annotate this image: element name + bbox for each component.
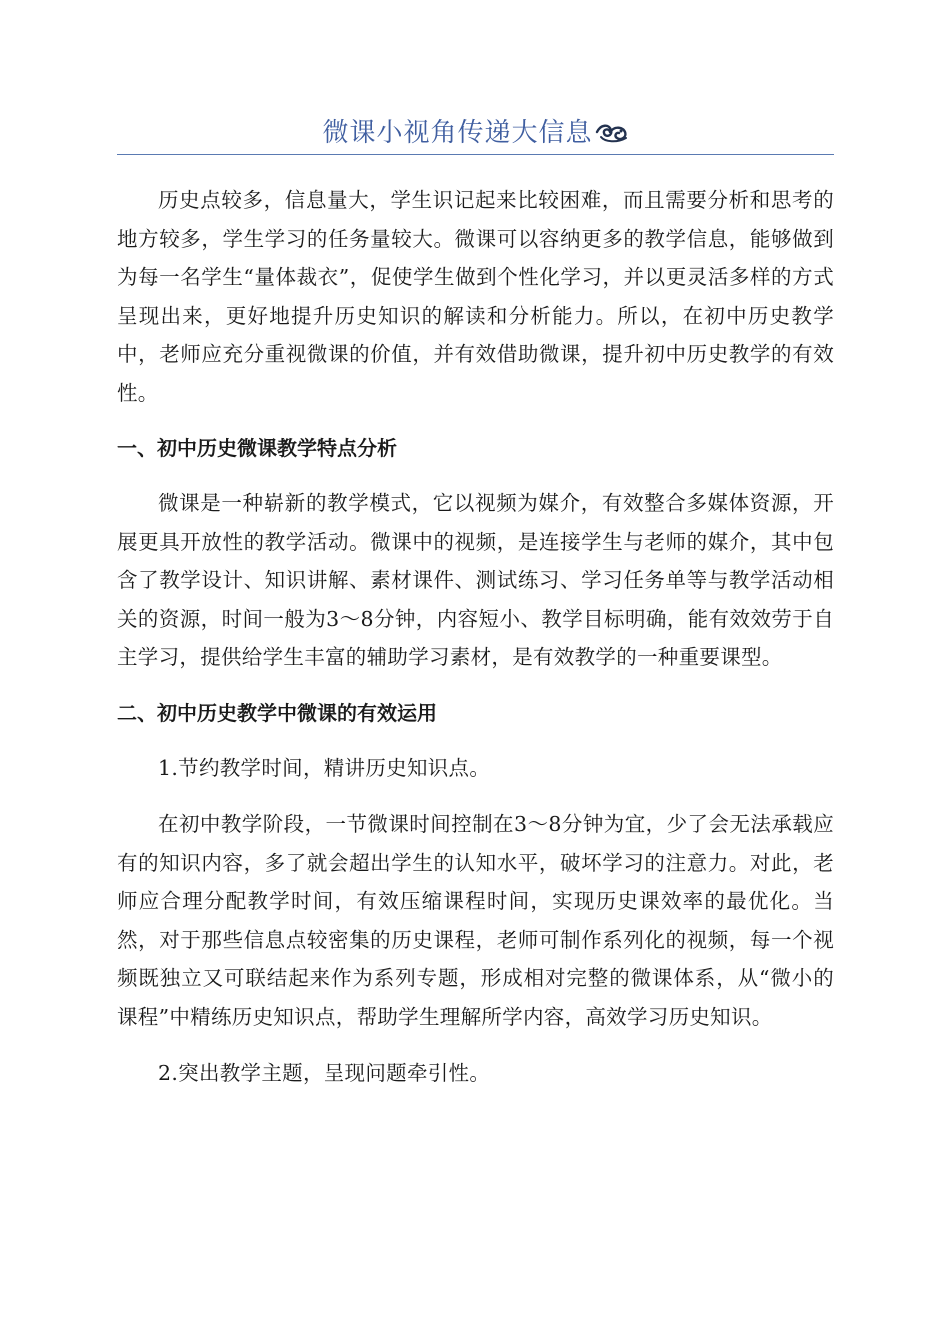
subsection-2-title: 2.突出教学主题，呈现问题牵引性。: [158, 1061, 491, 1085]
title-bar: [117, 112, 834, 155]
document-body: [117, 181, 834, 1093]
swirl-ornament-icon: [595, 122, 629, 144]
section-heading-1: 一、初中历史微课教学特点分析: [117, 436, 397, 460]
section-1-paragraph: 微课是一种崭新的教学模式，它以视频为媒介，有效整合多媒体资源，开展更具开放性的教学活动。微课中的视频，是连接学生与老师的媒介，其中包含了教学设计、知识讲解、素材课件、测试练习、学习任务单等与教学活动相关的资源，时间一般为3～8分钟，内容短小、教学目标明确，能有效效劳于自主学习，提供给学生丰富的辅助学习素材，是有效教学的一种重要课型。: [117, 491, 834, 669]
subsection-1-title: 1.节约教学时间，精讲历史知识点。: [158, 755, 491, 780]
page-title: 微课小视角传递大信息: [322, 118, 593, 148]
intro-paragraph: 历史点较多，信息量大，学生识记起来比较困难，而且需要分析和思考的地方较多，学生学习的任务量较大。微课可以容纳更多的教学信息，能够做到为每一名学生“量体裁衣”，促使学生做到个性化学习，并以更灵活多样的方式呈现出来，更好地提升历史知识的解读和分析能力。所以，在初中历史教学中，老师应充分重视微课的价值，并有效借助微课，提升初中历史教学的有效性。: [117, 188, 834, 405]
subsection-1-paragraph: 在初中教学阶段，一节微课时间控制在3～8分钟为宜，少了会无法承载应有的知识内容，多了就会超出学生的认知水平，破坏学习的注意力。对此，老师应合理分配教学时间，有效压缩课程时间，实现历史课效率的最优化。当然，对于那些信息点较密集的历史课程，老师可制作系列化的视频，每一个视频既独立又可联结起来作为系列专题，形成相对完整的微课体系，从“微小的课程”中精练历史知识点，帮助学生理解所学内容，高效学习历史知识。: [117, 812, 834, 1029]
section-heading-2: 二、初中历史教学中微课的有效运用: [117, 700, 437, 725]
document-page: [117, 112, 834, 1093]
